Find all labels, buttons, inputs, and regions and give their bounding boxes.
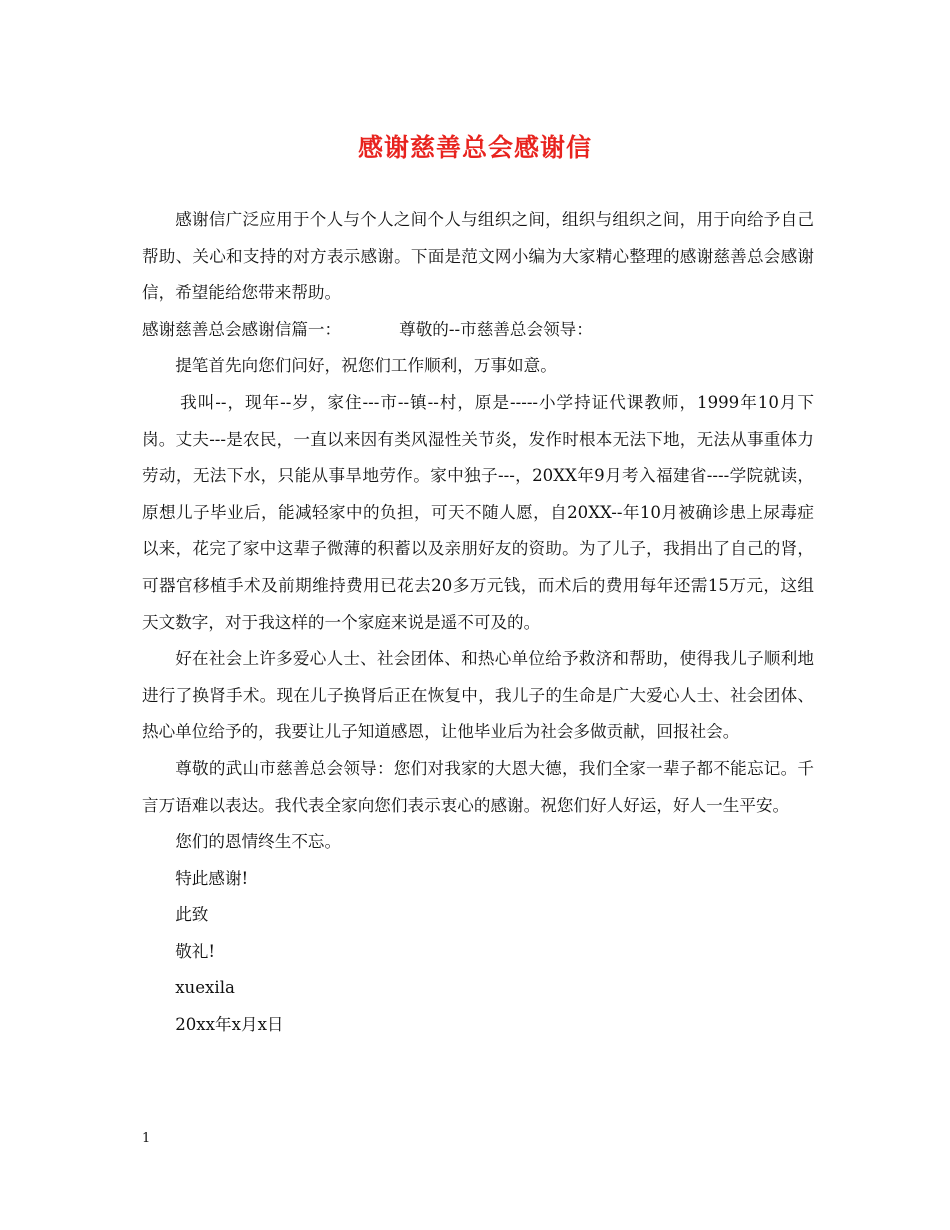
article-heading: 感谢慈善总会感谢信篇一： xyxy=(142,319,342,339)
thanks-paragraph: 尊敬的武山市慈善总会领导：您们对我家的大恩大德，我们全家一辈子都不能忘记。千言万语难以表达。我代表全家向您们表示衷心的感谢。祝您们好人好运，好人一生平安。 xyxy=(142,758,814,815)
letter-body xyxy=(142,202,814,1044)
greeting-paragraph: 提笔首先向您们问好，祝您们工作顺利，万事如意。 xyxy=(175,356,557,376)
never-forget-line: 您们的恩情终生不忘。 xyxy=(175,832,342,852)
date-line: 20xx年x月x日 xyxy=(175,1015,284,1035)
closing-line-1: 此致 xyxy=(175,905,209,925)
intro-paragraph: 感谢信广泛应用于个人与个人之间个人与组织之间，组织与组织之间，用于向给予自己帮助、关心和支持的对方表示感谢。下面是范文网小编为大家精心整理的感谢慈善总会感谢信，希望能给您带来帮助。 xyxy=(142,210,814,303)
story-paragraph: 我叫--，现年--岁，家住---市--镇--村，原是-----小学持证代课教师，1999年10月下岗。丈夫---是农民，一直以来因有类风湿性关节炎，发作时根本无法下地，无法从事重体力劳动，无法下水，只能从事旱地劳作。家中独子---，20XX年9月考入福建省----学院就读，原想儿子毕业后，能减轻家中的负担，可天不随人愿，自20XX--年10月被确诊患上尿毒症以来，花完了家中这辈子微薄的积蓄以及亲朋好友的资助。为了儿子，我捐出了自己的肾，可器官移植手术及前期维持费用已花去20多万元钱，而术后的费用每年还需15万元，这组天文数字，对于我这样的一个家庭来说是遥不可及的。 xyxy=(142,392,814,632)
help-paragraph: 好在社会上许多爱心人士、社会团体、和热心单位给予救济和帮助，使得我儿子顺利地进行了换肾手术。现在儿子换肾后正在恢复中，我儿子的生命是广大爱心人士、社会团体、热心单位给予的，我要让儿子知道感恩，让他毕业后为社会多做贡献，回报社会。 xyxy=(142,649,814,742)
salutation: 尊敬的--市慈善总会领导： xyxy=(399,319,593,339)
special-thanks-line: 特此感谢! xyxy=(175,868,249,888)
page-title: 感谢慈善总会感谢信 xyxy=(357,133,592,162)
closing-line-2: 敬礼! xyxy=(175,941,216,961)
page-number: 1 xyxy=(142,1131,151,1146)
article-heading-line xyxy=(142,312,814,349)
signature-line: xuexila xyxy=(175,978,235,998)
